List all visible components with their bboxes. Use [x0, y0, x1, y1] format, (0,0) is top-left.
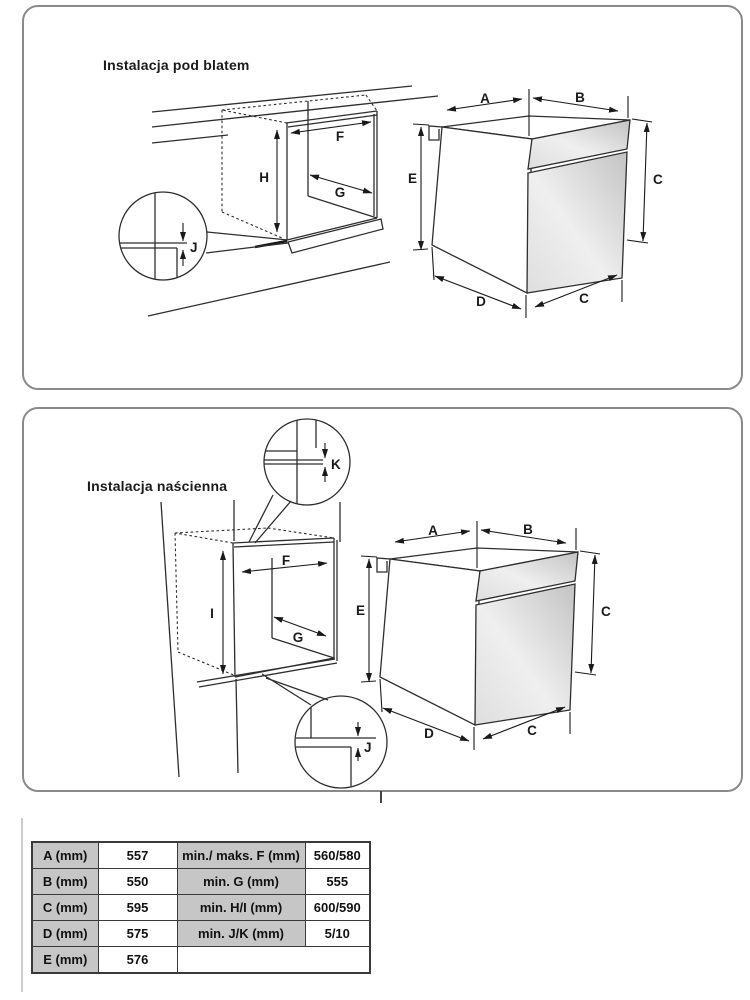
niche-hidden-edges — [175, 528, 334, 676]
dim-label-cell: A (mm) — [32, 842, 98, 869]
dim-value-cell: 595 — [98, 895, 177, 921]
detail-dim-label-j: J — [190, 240, 198, 255]
wall-diagram — [24, 409, 741, 790]
niche-dim-label-g: G — [292, 630, 304, 645]
table-row — [32, 895, 370, 921]
dim-label-cell: min./ maks. F (mm) — [177, 842, 305, 869]
fold-tick — [380, 791, 382, 803]
section-left-rule — [21, 818, 23, 992]
detail-dim-label-k: K — [331, 457, 341, 472]
niche-dim-H — [259, 130, 277, 232]
detail-callout-j — [262, 674, 387, 788]
dim-label-cell: D (mm) — [32, 921, 98, 947]
dim-value-cell: 575 — [98, 921, 177, 947]
dim-value-cell: 5/10 — [305, 921, 370, 947]
worktop-lines — [148, 86, 438, 316]
table-row — [32, 842, 370, 869]
niche-dim-I — [210, 551, 223, 674]
niche-dim-label-h: H — [259, 170, 269, 185]
dim-label-cell: B (mm) — [32, 869, 98, 895]
niche-dim-G — [310, 175, 372, 200]
under-counter-diagram — [24, 7, 741, 388]
dim-label-cell: min. J/K (mm) — [177, 921, 305, 947]
dim-value-cell: 557 — [98, 842, 177, 869]
niche-opening — [197, 538, 337, 687]
niche-dim-label-f: F — [335, 129, 345, 144]
dim-value-cell: 600/590 — [305, 895, 370, 921]
dim-label-cell: C (mm) — [32, 895, 98, 921]
dim-label-cell: min. H/I (mm) — [177, 895, 305, 921]
panel-title: Instalacja naścienna — [87, 478, 228, 494]
table-row — [32, 947, 370, 974]
dim-value-cell: 576 — [98, 947, 177, 974]
dim-value-cell: 550 — [98, 869, 177, 895]
panel-wall — [22, 407, 743, 792]
dim-label-cell: min. G (mm) — [177, 869, 305, 895]
dim-value-cell: 560/580 — [305, 842, 370, 869]
dimensions-table — [31, 841, 371, 974]
niche-opening — [255, 101, 383, 253]
dim-value-cell: 555 — [305, 869, 370, 895]
table-row — [32, 869, 370, 895]
niche-dim-label-f: F — [281, 553, 291, 568]
niche-dim-label-g: G — [334, 185, 346, 200]
panel-under-counter — [22, 5, 743, 390]
detail-callout-j — [118, 192, 288, 281]
detail-dim-label-j: J — [364, 740, 372, 755]
detail-callout-k — [249, 419, 350, 543]
dim-label-cell: E (mm) — [32, 947, 98, 974]
niche-dim-F — [242, 553, 327, 572]
empty-cell — [177, 947, 370, 974]
niche-dim-label-i: I — [210, 606, 214, 621]
table-row — [32, 921, 370, 947]
panel-title: Instalacja pod blatem — [103, 57, 250, 73]
